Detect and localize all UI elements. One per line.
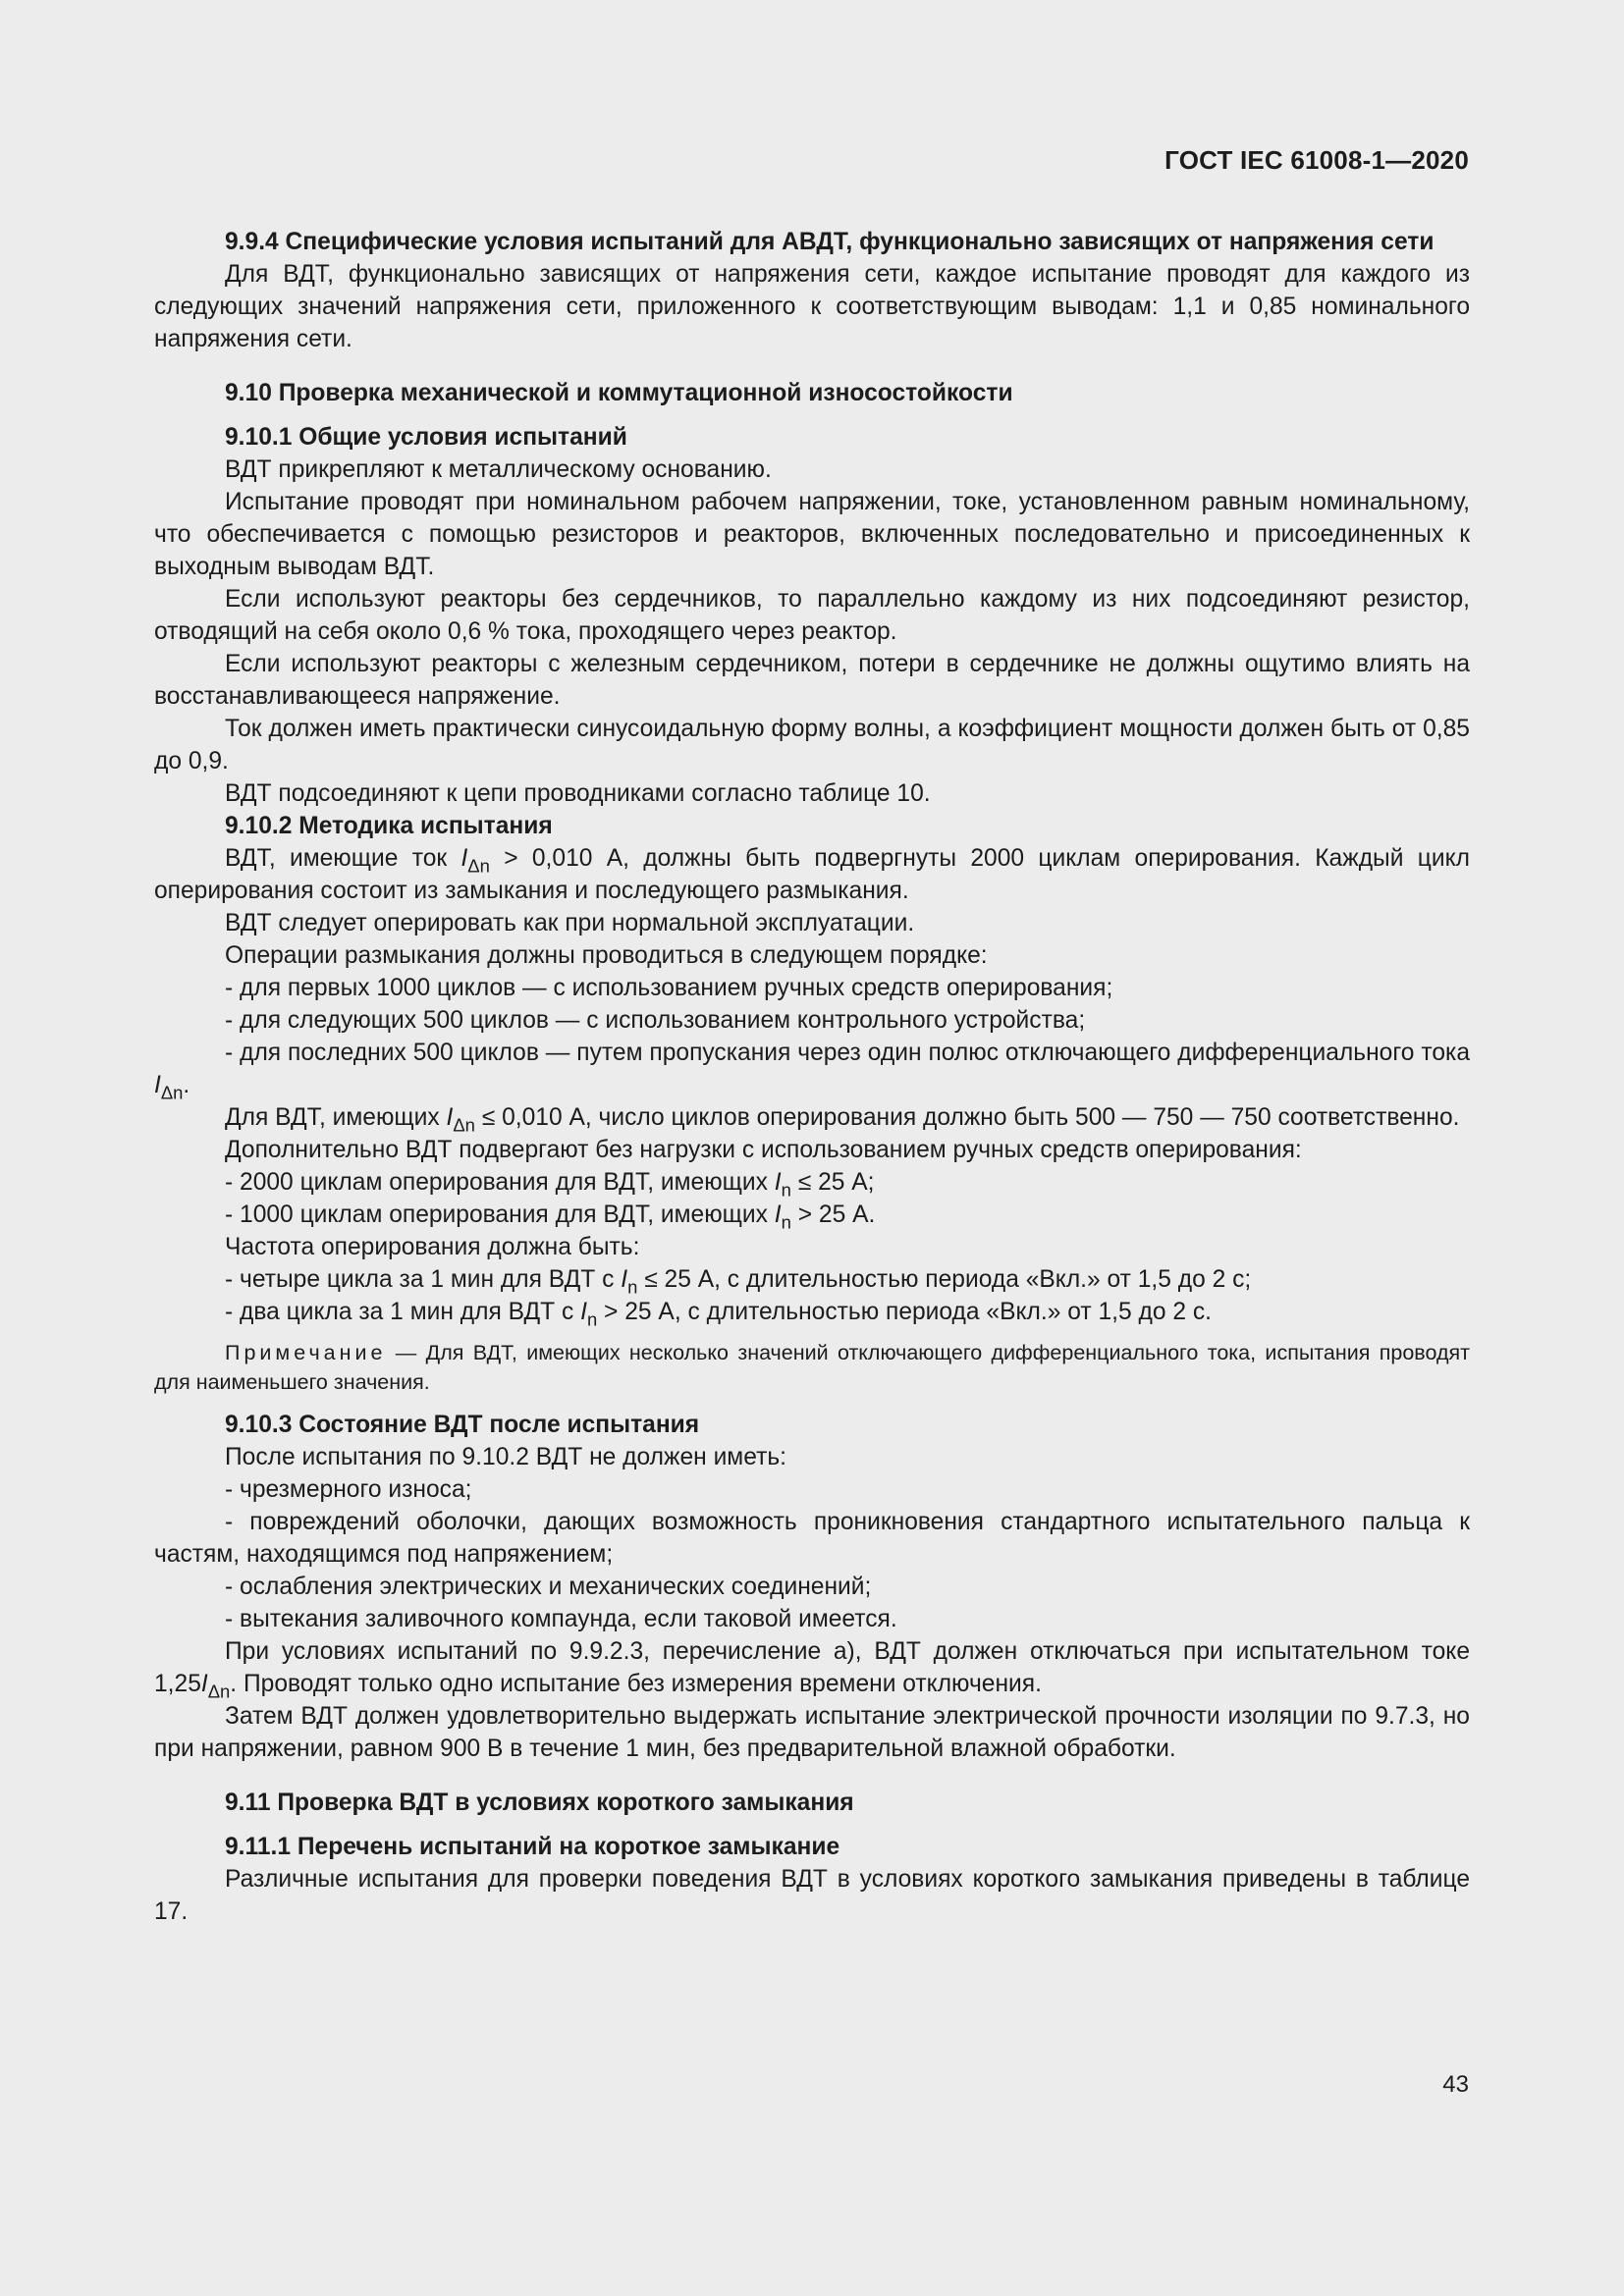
symbol-I: I: [774, 1169, 782, 1196]
paragraph: Ток должен иметь практически синусоидальную форму волны, а коэффициент мощности должен быть от 0,85 до 0,9.: [154, 716, 1470, 774]
symbol-I: I: [154, 1072, 161, 1098]
list-item: - повреждений оболочки, дающих возможность проникновения стандартного испытательного пальца к частям, находящимся под напряжением;: [154, 1509, 1470, 1568]
paragraph: Дополнительно ВДТ подвергают без нагрузки с использованием ручных средств оперирования:: [225, 1137, 1302, 1163]
subscript: Δn: [453, 1114, 475, 1136]
note-label: Примечание: [225, 1341, 387, 1364]
paragraph: Испытание проводят при номинальном рабочем напряжении, токе, установленном равным номинальному, что обеспечивается с помощью резисторов и реакторов, включенных последовательно и присоединенных к выходным выводам ВДТ.: [154, 489, 1470, 580]
text-run: > 25 А, с длительностью периода «Вкл.» от 1,5 до 2 с.: [597, 1299, 1212, 1325]
subscript: Δn: [160, 1082, 184, 1103]
paragraph: ВДТ подсоединяют к цепи проводниками согласно таблице 10.: [225, 780, 931, 807]
page-content: [154, 226, 1470, 1928]
list-item: [154, 1037, 1470, 1101]
paragraph: Если используют реакторы с железным сердечником, потери в сердечнике не должны ощутимо влиять на восстанавливающееся напряжение.: [154, 651, 1470, 710]
note: [154, 1338, 1470, 1397]
list-item: - вытекания заливочного компаунда, если таковой имеется.: [225, 1606, 897, 1632]
text-run: ≤ 25 А, с длительностью периода «Вкл.» от 1,5 до 2 с;: [637, 1266, 1252, 1293]
text-run: - 1000 циклам оперирования для ВДТ, имеющих: [225, 1201, 775, 1228]
text-run: ВДТ, имеющие ток: [225, 845, 461, 872]
text-run: - четыре цикла за 1 мин для ВДТ с: [225, 1266, 622, 1293]
subscript: n: [781, 1211, 791, 1233]
paragraph: [154, 842, 1470, 907]
text-run: > 25 А.: [790, 1201, 876, 1228]
symbol-I: I: [460, 845, 468, 872]
paragraph: Затем ВДТ должен удовлетворительно выдержать испытание электрической прочности изоляции по 9.7.3, но при напряжении, равном 900 В в течение 1 мин, без предварительной влажной обработки.: [154, 1703, 1470, 1762]
list-item: [154, 1296, 1470, 1328]
symbol-I: I: [200, 1671, 208, 1697]
list-item: [154, 1263, 1470, 1296]
text-run: - два цикла за 1 мин для ВДТ с: [225, 1299, 581, 1325]
text-run: При условиях испытаний по 9.9.2.3, перечисление а), ВДТ должен отключаться при испытательном токе 1,25: [154, 1638, 1470, 1697]
note-text: — Для ВДТ, имеющих несколько значений отключающего дифференциального тока, испытания проводят для наименьшего значения.: [154, 1341, 1470, 1394]
paragraph: [154, 1101, 1470, 1134]
list-item: [154, 1199, 1470, 1231]
text-run: > 0,010 А, должны быть подвергнуты 2000 циклам оперирования. Каждый цикл оперирования состоит из замыкания и последующего размыкания.: [154, 845, 1470, 904]
subscript: n: [586, 1308, 598, 1330]
subscript: Δn: [207, 1681, 231, 1702]
paragraph: [154, 1635, 1470, 1700]
symbol-I: I: [580, 1299, 587, 1325]
heading-9-10-2: 9.10.2 Методика испытания: [225, 813, 553, 839]
list-item: [154, 1166, 1470, 1199]
paragraph: Операции размыкания должны проводиться в следующем порядке:: [225, 942, 988, 969]
subscript: Δn: [467, 855, 490, 877]
paragraph: После испытания по 9.10.2 ВДТ не должен иметь:: [225, 1444, 786, 1470]
heading-9-10-3: 9.10.3 Состояние ВДТ после испытания: [225, 1412, 700, 1438]
list-item: - для следующих 500 циклов — с использованием контрольного устройства;: [225, 1007, 1086, 1034]
paragraph: ВДТ следует оперировать как при нормальной эксплуатации.: [225, 910, 915, 936]
paragraph: ВДТ прикрепляют к металлическому основанию.: [225, 456, 772, 483]
text-run: .: [183, 1072, 190, 1098]
paragraph: Различные испытания для проверки поведения ВДТ в условиях короткого замыкания приведены в таблице 17.: [154, 1866, 1470, 1925]
heading-9-9-4: 9.9.4 Специфические условия испытаний для АВДТ, функционально зависящих от напряжения сети: [225, 229, 1435, 255]
heading-9-10: 9.10 Проверка механической и коммутационной износостойкости: [225, 380, 1013, 406]
text-run: . Проводят только одно испытание без измерения времени отключения.: [230, 1671, 1042, 1697]
text-run: - для последних 500 циклов — путем пропускания через один полюс отключающего дифференциального тока: [225, 1040, 1470, 1066]
symbol-I: I: [621, 1266, 628, 1293]
document-code: ГОСТ IEC 61008-1—2020: [1164, 145, 1469, 175]
text-run: Для ВДТ, имеющих: [225, 1104, 447, 1131]
text-run: ≤ 25 А;: [790, 1169, 875, 1196]
list-item: - для первых 1000 циклов — с использованием ручных средств оперирования;: [225, 975, 1113, 1001]
list-item: - чрезмерного износа;: [225, 1476, 472, 1503]
subscript: n: [781, 1179, 791, 1201]
symbol-I: I: [446, 1104, 454, 1131]
text-run: ≤ 0,010 А, число циклов оперирования должно быть 500 — 750 — 750 соответственно.: [474, 1104, 1460, 1131]
paragraph: Частота оперирования должна быть:: [225, 1234, 640, 1260]
heading-9-10-1: 9.10.1 Общие условия испытаний: [225, 424, 627, 451]
page-number: 43: [1442, 2071, 1469, 2098]
list-item: - ослабления электрических и механических соединений;: [225, 1574, 872, 1600]
subscript: n: [627, 1276, 638, 1298]
heading-9-11: 9.11 Проверка ВДТ в условиях короткого замыкания: [225, 1789, 854, 1816]
text-run: - 2000 циклам оперирования для ВДТ, имеющих: [225, 1169, 775, 1196]
paragraph: Если используют реакторы без сердечников, то параллельно каждому из них подсоединяют резистор, отводящий на себя около 0,6 % тока, проходящего через реактор.: [154, 586, 1470, 645]
heading-9-11-1: 9.11.1 Перечень испытаний на короткое замыкание: [225, 1834, 840, 1860]
paragraph: Для ВДТ, функционально зависящих от напряжения сети, каждое испытание проводят для каждого из следующих значений напряжения сети, приложенного к соответствующим выводам: 1,1 и 0,85 номинального напряжения сети.: [154, 261, 1470, 352]
symbol-I: I: [774, 1201, 782, 1228]
